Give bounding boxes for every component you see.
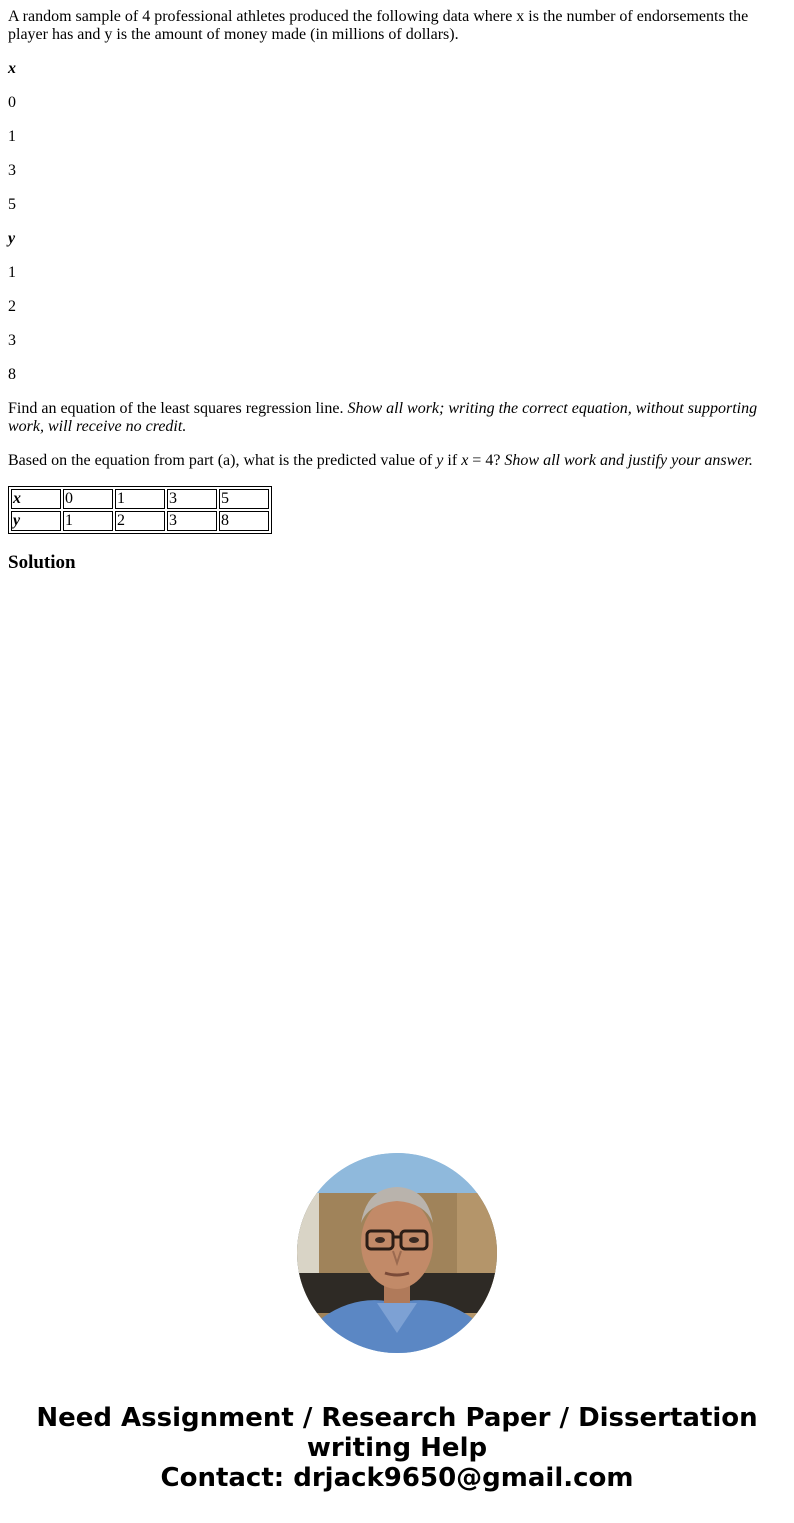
y-label-text: y	[8, 230, 16, 247]
table-cell: 8	[219, 511, 269, 531]
promo-banner	[0, 1403, 794, 1493]
table-cell: 3	[167, 511, 217, 531]
part-b-x-var: x	[461, 452, 469, 469]
data-table	[8, 486, 272, 534]
promo-line-2: writing Help	[306, 1433, 488, 1463]
part-b-text-2: if	[443, 452, 462, 469]
avatar	[297, 1153, 497, 1353]
table-cell: 0	[63, 489, 113, 509]
y-value-4: 8	[8, 366, 16, 383]
part-b-text-3: = 4?	[468, 452, 505, 469]
x-value-4: 5	[8, 196, 16, 213]
part-b-text-1: Based on the equation from part (a), what is the predicted value of	[8, 452, 437, 469]
y-label	[8, 230, 786, 248]
table-cell: 1	[115, 489, 165, 509]
part-a-emphasis: Show all work; writing the correct equation, without supporting work, will receive no credit.	[8, 400, 758, 435]
table-cell-x-label: x	[11, 489, 61, 509]
table-cell: 2	[115, 511, 165, 531]
table-cell: 1	[63, 511, 113, 531]
table-row	[11, 511, 269, 531]
solution-heading: Solution	[8, 552, 76, 573]
table-cell: 3	[167, 489, 217, 509]
avatar-photo-icon	[297, 1153, 497, 1353]
x-label	[8, 60, 786, 78]
x-label-text: x	[8, 60, 16, 77]
part-a-text: Find an equation of the least squares regression line.	[8, 400, 348, 417]
table-row	[11, 489, 269, 509]
part-a-question	[8, 400, 786, 436]
y-value-2: 2	[8, 298, 16, 315]
part-b-question	[8, 452, 786, 470]
table-cell-y-label: y	[11, 511, 61, 531]
question-content	[0, 0, 794, 574]
promo-contact: Contact: drjack9650@gmail.com	[160, 1463, 634, 1493]
promo-line-1: Need Assignment / Research Paper / Dissertation	[36, 1403, 758, 1433]
part-b-y-var: y	[436, 452, 444, 469]
table-cell: 5	[219, 489, 269, 509]
question-intro: A random sample of 4 professional athletes produced the following data where x is the number of endorsements the player has and y is the amount of money made (in millions of dollars).	[8, 8, 749, 43]
y-value-1: 1	[8, 264, 16, 281]
y-value-3: 3	[8, 332, 16, 349]
x-value-3: 3	[8, 162, 16, 179]
x-value-2: 1	[8, 128, 16, 145]
part-b-emphasis: Show all work and justify your answer.	[504, 452, 753, 469]
x-value-1: 0	[8, 94, 16, 111]
